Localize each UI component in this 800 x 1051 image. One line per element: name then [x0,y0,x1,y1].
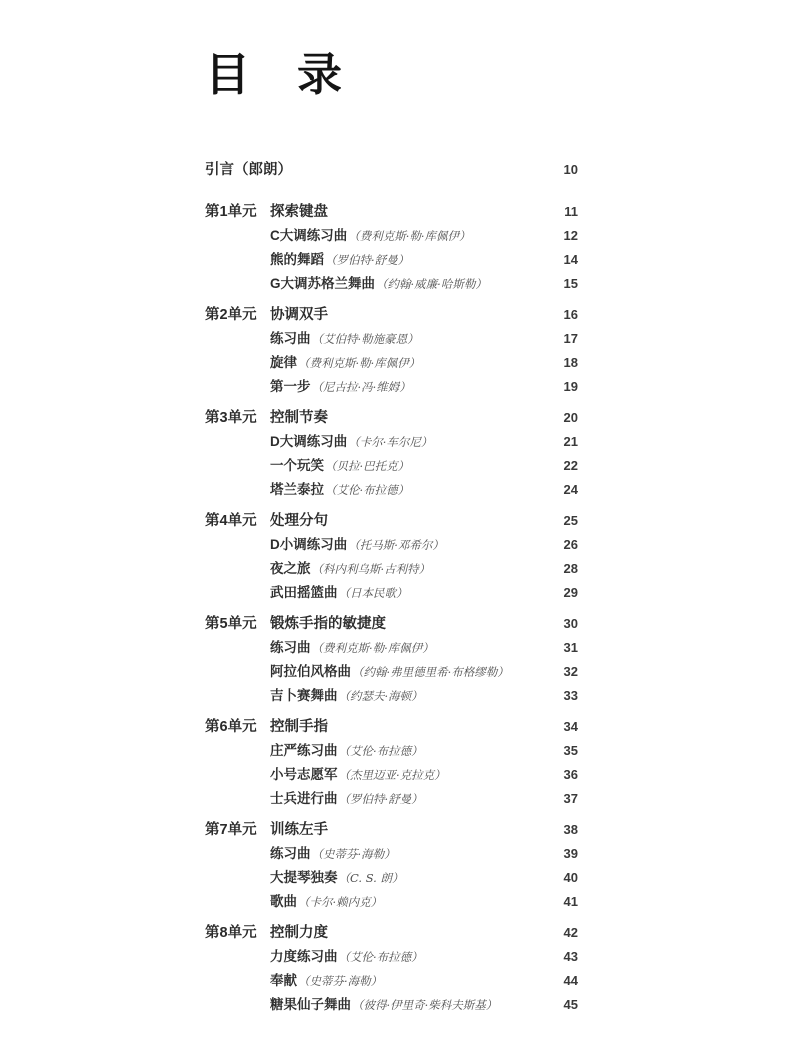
song-title: 练习曲 [270,845,311,861]
song-page-number: 33 [563,687,578,703]
unit-block-3 [205,406,578,502]
song-page-number: 40 [563,869,578,885]
song-page-number: 24 [563,481,578,497]
song-title: D小调练习曲 [270,536,348,552]
song-title: C大调练习曲 [270,227,348,243]
song-page-number: 32 [563,663,578,679]
song-title: 武田摇篮曲 [270,584,338,600]
song-composer: （约翰·威廉·哈斯勒） [376,276,487,291]
song-row [205,969,578,993]
song-page-number: 31 [563,639,578,655]
song-row [205,993,578,1017]
song-composer: （艾伯特·勒施豪恩） [311,331,419,346]
unit-title: 控制力度 [270,924,328,941]
song-row [205,478,578,502]
song-composer: （费利克斯·勒·库佩伊） [311,640,434,655]
song-composer: （日本民歌） [338,585,408,600]
song-composer: （罗伯特·舒曼） [338,791,423,806]
song-title: 歌曲 [270,893,297,909]
song-composer: （杰里迈亚·克拉克） [338,767,446,782]
song-title: 糖果仙子舞曲 [270,996,351,1012]
unit-page-number: 38 [563,821,578,837]
unit-header-row [205,406,578,430]
unit-label: 第6单元 [205,718,257,735]
song-page-number: 44 [563,972,578,988]
song-composer: （艾伦·布拉德） [338,743,423,758]
unit-title: 控制节奏 [270,409,328,426]
song-title: 夜之旅 [270,560,311,576]
song-composer: （费利克斯·勒·库佩伊） [298,355,421,370]
unit-label: 第3单元 [205,409,257,426]
song-title: 练习曲 [270,639,311,655]
song-row [205,763,578,787]
song-page-number: 41 [563,893,578,909]
unit-header-row [205,921,578,945]
song-composer: （艾伦·布拉德） [338,949,423,964]
song-row [205,636,578,660]
unit-header-row [205,200,578,224]
song-page-number: 12 [563,227,578,243]
song-title: 吉卜赛舞曲 [270,687,338,703]
unit-title: 锻炼手指的敏捷度 [270,615,386,632]
song-row [205,351,578,375]
song-row [205,272,578,296]
unit-title: 协调双手 [270,306,328,323]
song-page-number: 21 [563,433,578,449]
song-page-number: 19 [563,378,578,394]
unit-title: 探索键盘 [270,203,328,220]
song-row [205,787,578,811]
song-title: G大调苏格兰舞曲 [270,275,376,291]
song-row [205,224,578,248]
song-title: 练习曲 [270,330,311,346]
unit-page-number: 30 [563,615,578,631]
song-title: 塔兰泰拉 [270,481,324,497]
song-composer: （科内利乌斯·古利特） [311,561,431,576]
song-page-number: 37 [563,790,578,806]
song-row [205,945,578,969]
unit-label: 第2单元 [205,306,257,323]
intro-page-number: 10 [563,161,578,177]
song-page-number: 17 [563,330,578,346]
song-row [205,866,578,890]
song-row [205,327,578,351]
song-page-number: 43 [563,948,578,964]
song-row [205,890,578,914]
unit-block-6 [205,715,578,811]
song-title: 阿拉伯风格曲 [270,663,351,679]
song-composer: （彼得·伊里奇·柴科夫斯基） [352,997,498,1012]
song-composer: （史蒂芬·海勒） [298,973,383,988]
unit-page-number: 11 [564,203,578,219]
unit-block-4 [205,509,578,605]
song-row [205,248,578,272]
song-composer: （贝拉·巴托克） [325,458,410,473]
song-title: 奉献 [270,972,297,988]
song-row [205,684,578,708]
song-title: 熊的舞蹈 [270,251,324,267]
unit-title: 训练左手 [270,821,328,838]
unit-page-number: 42 [563,924,578,940]
song-page-number: 26 [563,536,578,552]
unit-page-number: 34 [563,718,578,734]
song-row [205,739,578,763]
page-title: 目 录 [205,50,344,100]
song-title: 士兵进行曲 [270,790,338,806]
song-row [205,581,578,605]
song-composer: （尼古拉·冯·维姆） [311,379,411,394]
song-row [205,430,578,454]
unit-header-row [205,818,578,842]
song-title: 庄严练习曲 [270,742,338,758]
song-composer: （约瑟夫·海顿） [338,688,423,703]
unit-header-row [205,715,578,739]
unit-label: 第8单元 [205,924,257,941]
song-row [205,842,578,866]
song-title: 旋律 [270,354,297,370]
unit-label: 第1单元 [205,203,257,220]
song-page-number: 36 [563,766,578,782]
unit-header-row [205,509,578,533]
song-title: 小号志愿军 [270,766,338,782]
song-page-number: 29 [563,584,578,600]
unit-page-number: 20 [563,409,578,425]
song-title: 大提琴独奏 [270,869,338,885]
song-composer: （史蒂芬·海勒） [311,846,396,861]
song-composer: （费利克斯·勒·库佩伊） [348,228,471,243]
song-page-number: 28 [563,560,578,576]
song-page-number: 15 [563,275,578,291]
song-title: 一个玩笑 [270,457,324,473]
song-composer: （艾伦·布拉德） [325,482,410,497]
unit-page-number: 16 [563,306,578,322]
song-composer: （托马斯·邓希尔） [348,537,444,552]
unit-header-row [205,612,578,636]
unit-label: 第5单元 [205,615,257,632]
song-composer: （罗伯特·舒曼） [325,252,410,267]
song-row [205,454,578,478]
unit-title: 控制手指 [270,718,328,735]
song-row [205,533,578,557]
song-row [205,557,578,581]
song-page-number: 35 [563,742,578,758]
unit-label: 第7单元 [205,821,257,838]
song-title: 第一步 [270,378,311,394]
song-composer: （约翰·弗里德里希·布格缪勒） [352,664,509,679]
intro-row [205,158,578,182]
song-row [205,660,578,684]
unit-block-7 [205,818,578,914]
song-row [205,375,578,399]
unit-title: 处理分句 [270,512,328,529]
song-title: 力度练习曲 [270,948,338,964]
song-page-number: 45 [563,996,578,1012]
unit-block-2 [205,303,578,399]
intro-label: 引言（郎朗） [205,161,292,178]
song-composer: （卡尔·车尔尼） [348,434,433,449]
unit-header-row [205,303,578,327]
unit-block-5 [205,612,578,708]
song-composer: （C. S. 朗） [338,870,404,885]
song-title: D大调练习曲 [270,433,348,449]
song-page-number: 18 [563,354,578,370]
song-page-number: 14 [563,251,578,267]
unit-block-1 [205,200,578,296]
unit-page-number: 25 [563,512,578,528]
unit-label: 第4单元 [205,512,257,529]
song-page-number: 39 [563,845,578,861]
song-composer: （卡尔·赖内克） [298,894,383,909]
unit-block-8 [205,921,578,1017]
song-page-number: 22 [563,457,578,473]
